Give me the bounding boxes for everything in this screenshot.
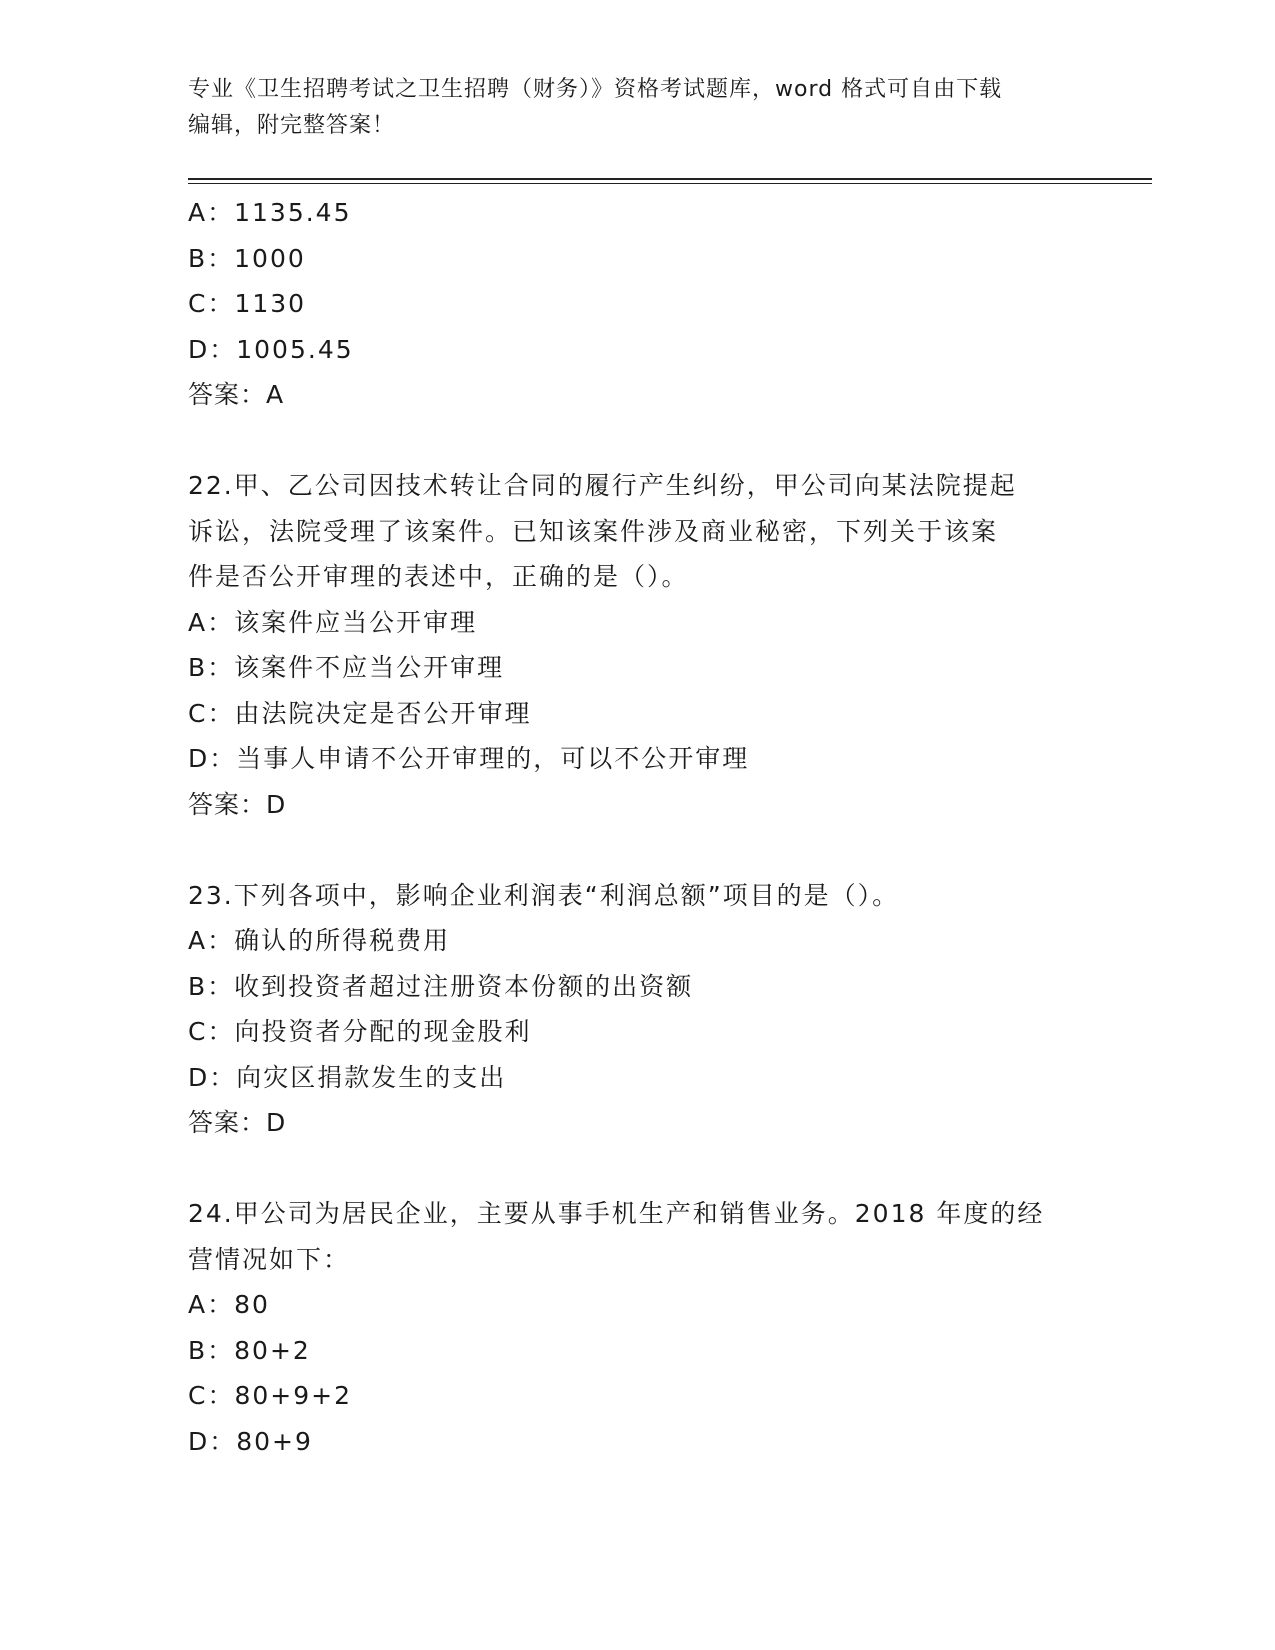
answer: 答案：D bbox=[188, 789, 287, 819]
answer: 答案：A bbox=[188, 380, 285, 409]
document-header bbox=[188, 72, 1088, 144]
spacer bbox=[188, 827, 1088, 873]
question-22 bbox=[188, 463, 1088, 827]
spacer bbox=[188, 418, 1088, 464]
option-a: A：80 bbox=[188, 1290, 270, 1319]
option-b: B：80+2 bbox=[188, 1335, 311, 1365]
option-b: B：该案件不应当公开审理 bbox=[188, 653, 505, 682]
question-text-line-1: 23.下列各项中，影响企业利润表“利润总额”项目的是（）。 bbox=[188, 880, 900, 910]
option-a: A：确认的所得税费用 bbox=[188, 926, 451, 955]
option-d: D：向灾区捐款发生的支出 bbox=[188, 1062, 507, 1092]
option-a: A：该案件应当公开审理 bbox=[188, 607, 478, 637]
question-text-line-3: 件是否公开审理的表述中，正确的是（）。 bbox=[188, 562, 689, 591]
option-d: D：1005.45 bbox=[188, 334, 354, 364]
header-rule-thick bbox=[188, 178, 1152, 180]
header-line-1: 专业《卫生招聘考试之卫生招聘（财务）》资格考试题库，word 格式可自由下载 bbox=[188, 77, 1003, 102]
spacer bbox=[188, 1146, 1088, 1192]
option-d: D：80+9 bbox=[188, 1426, 313, 1456]
option-a: A：1135.45 bbox=[188, 198, 352, 227]
question-text-line-2: 营情况如下： bbox=[188, 1244, 351, 1274]
option-c: C：80+9+2 bbox=[188, 1381, 352, 1410]
question-21 bbox=[188, 190, 1088, 418]
question-list bbox=[188, 190, 1088, 1464]
option-b: B：1000 bbox=[188, 243, 306, 273]
question-text-line-1: 22.甲、乙公司因技术转让合同的履行产生纠纷，甲公司向某法院提起 bbox=[188, 471, 1017, 500]
header-rule-thin bbox=[188, 183, 1152, 184]
option-c: C：向投资者分配的现金股利 bbox=[188, 1017, 532, 1046]
option-d: D：当事人申请不公开审理的，可以不公开审理 bbox=[188, 744, 750, 773]
option-b: B：收到投资者超过注册资本份额的出资额 bbox=[188, 971, 694, 1001]
question-text-line-1: 24.甲公司为居民企业，主要从事手机生产和销售业务。2018 年度的经 bbox=[188, 1199, 1045, 1228]
question-24 bbox=[188, 1191, 1088, 1464]
question-23 bbox=[188, 873, 1088, 1146]
option-c: C：由法院决定是否公开审理 bbox=[188, 698, 532, 728]
answer: 答案：D bbox=[188, 1108, 287, 1137]
header-line-2: 编辑，附完整答案！ bbox=[188, 113, 396, 138]
question-text-line-2: 诉讼，法院受理了该案件。已知该案件涉及商业秘密，下列关于该案 bbox=[188, 516, 999, 546]
option-c: C：1130 bbox=[188, 289, 307, 318]
